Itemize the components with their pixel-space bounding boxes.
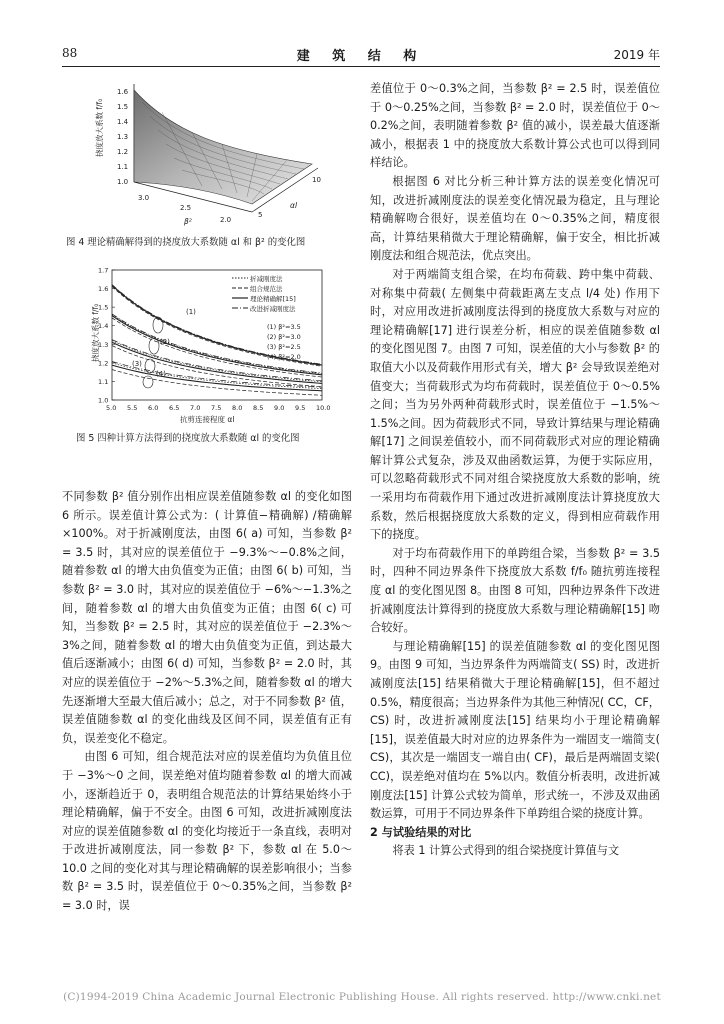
z-tick: 1.6 [117,88,129,96]
legend-label: 组合规范法 [250,285,283,293]
issue-year: 2019 年 [613,48,660,62]
x-tick-label: 5.5 [127,404,138,412]
x-tick-label: 8.5 [253,404,264,412]
x-tick-label: 7.5 [211,404,222,412]
paragraph: 由图 6 可知，组合规范法对应的误差值均为负值且位于 −3%～0 之间，误差绝对值均随着参数 αl 的增大而减小，逐渐趋近于 0，表明组合规范法的计算结果始终小于理论精确解，偏于不安全。由图 6 可知，改进折减刚度法对应的误差值随参数 αl 的变化均接近于一条直线，表明对于改进折减刚度法，同一参数 β² 下，参数 αl 在 5.0～10.0 之间的变化对其与理论精确解的误差影响很小；当参数 β² = 3.5 时，误差值位于 0～0.35%之间，当参数 β² = 3.0 时，误 [62,750,352,913]
paragraph: 与理论精确解[15] 的误差值随参数 αl 的变化图见图 9。由图 9 可知，当边界条件为两端简支( SS) 时，改进折减刚度法[15] 结果稍微大于理论精确解[15]，但不超过 0.5%，精度很高；当边界条件为其他三种情况( CC，CF，CS) 时，改进折减刚度法[15] 结果均小于理论精确解[15]，误差值最大时对应的边界条件为一端固支一端简支( CS)，其次是一端固支一端自由( CF)，最后是两端固支梁( CC)，误差绝对值均在 5%以内。数值分析表明，改进折减刚度法[15] 计算公式较为简单，形式统一，不涉及双曲函数运算，可用于不同边界条件下单跨组合梁的挠度计算。 [370,639,660,821]
section-heading: 2 与试验结果的对比 [370,825,472,839]
curve-label: (4) [156,370,166,378]
x-tick-label: 10.0 [316,404,331,412]
paragraph: 不同参数 β² 值分别作出相应误差值随参数 αl 的变化如图 6 所示。误差值计算公式为：( 计算值−精确解) /精确解×100%。对于折减刚度法，由图 6( a) 可知，当参数 β² = 3.5 时，其对应的误差值位于 −9.3%～−0.8%之间，随着参数 αl 的增大由负值变为正值；由图 6( b) 可知，当参数 β² = 3.0 时，其对应的误差值位于 −6%～−1.3%之间，随着参数 αl 的增大由负值变为正值；由图 6( c) 可知，当参数 β² = 2.5 时，其对应的误差值位于 −2.3%～3%之间，随着参数 αl 的增大由负值变为正值，到达最大值后逐渐减小；由图 6( d) 可知，当参数 β² = 2.0 时，其对应的误差值位于 −2%～5.3%之间，随着参数 αl 的增大先逐渐增大至最大值后减小；总之，对于不同参数 β² 值，误差值随参数 αl 的变化曲线及区间不同，误差值有正有负，误差变化不稳定。 [62,490,352,745]
figure-4-caption: 图 4 理论精确解得到的挠度放大系数随 αl 和 β² 的变化图 [66,237,306,248]
page-header [62,46,660,64]
legend-label: 理论精确解[15] [250,295,296,303]
figure-5-line-chart [62,262,352,424]
legend-label: 折减刚度法 [250,275,283,283]
x-tick-label: 9.5 [295,404,306,412]
y-tick-label: 1.4 [98,322,109,331]
figure-4-surface-plot [62,72,352,232]
paragraph: 根据图 6 对比分析三种计算方法的误差变化情况可知，改进折减刚度法的误差变化情况最为稳定，且与理论精确解吻合很好，误差值均在 0～0.35%之间，精度很高，计算结果稍微大于理论精确解，偏于安全，相比折减刚度法和组合规范法，优点突出。 [370,174,660,263]
beta-label: (2) β²=3.0 [267,333,301,341]
curve-label: (1) [186,308,196,316]
z-tick: 1.1 [117,163,129,171]
left-text-column [62,488,352,916]
y-tick: 5 [258,211,263,219]
legend [232,274,301,361]
paragraph: 差值位于 0～0.3%之间，当参数 β² = 2.5 时，误差值位于 0～0.25%之间，当参数 β² = 2.0 时，误差值位于 0～0.2%之间，表明随着参数 β² 值的减小，误差最大值逐渐减小，根据表 1 中的挠度放大系数计算公式也可以得到同样结论。 [370,82,660,170]
x-tick-label: 8.0 [232,404,243,412]
y-tick-label: 1.3 [98,340,109,349]
y-tick-label: 1.6 [98,285,109,294]
x-tick-label: 5.0 [106,404,117,412]
legend-label: 改进折减刚度法 [250,305,296,313]
paragraph: 对于两端简支组合梁，在均布荷载、跨中集中荷载、对称集中荷载( 左侧集中荷载距离左支点 l/4 处) 作用下时，对应用改进折减刚度法得到的挠度放大系数与对应的理论精确解[17] 进行误差分析，相应的误差值随参数 αl 的变化图见图 7。由图 7 可知，误差值的大小与参数 β² 的取值大小以及荷载作用形式有关，增大 β² 会导致误差绝对值变大；当荷载形式为均布荷载时，误差值位于 0～0.5%之间；当为另外两种荷载形式时，误差值位于 −1.5%～1.5%之间。因为荷载形式不同，导致计算结果与理论精确解[17] 之间误差值较小，而不同荷载形式对应的理论精确解计算公式复杂，涉及双曲函数运算，为便于实际应用，可以忽略荷载形式不同对组合梁挠度放大系数的影响，统一采用均布荷载作用下通过改进折减刚度法计算挠度放大系数，然后根据挠度放大系数的定义，得到相应荷载作用下的挠度。 [370,267,660,542]
x-tick-label: 7.0 [190,404,201,412]
y-tick-label: 1.0 [98,396,109,405]
curve-label: (3) [132,360,142,368]
z-tick: 1.2 [117,148,129,156]
z-tick: 1.3 [117,133,129,141]
y-tick-label: 1.7 [98,266,109,275]
x-tick: 2.5 [180,204,192,212]
y-tick: 10 [312,176,321,184]
x-tick: 2.0 [220,216,232,224]
copyright-footer: (C)1994-2019 China Academic Journal Electronic Publishing House. All rights reserved. http://www.cnki.net [63,991,661,1003]
y-tick-label: 1.2 [98,359,109,368]
figure-5-caption: 图 5 四种计算方法得到的挠度放大系数随 αl 的变化图 [76,433,300,444]
right-text-column [370,80,660,861]
x-tick-label: 6.5 [169,404,180,412]
journal-title: 建 筑 结 构 [296,49,426,64]
beta-label: (3) β²=2.5 [267,343,301,351]
y-axis-label: αl [290,201,298,210]
y-tick-label: 1.5 [98,303,109,312]
y-axis-label: 挠度放大系数 f/f₀ [91,303,100,362]
x-axis-label: 抗剪连接程度 αl [180,415,235,424]
page-number: 88 [62,46,78,60]
header-rule [62,66,660,67]
beta-label: (1) β²=3.5 [267,323,301,331]
z-axis-label: 挠度放大系数 f/f₀ [95,98,104,157]
paragraph: 对于均布荷载作用下的单跨组合梁，当参数 β² = 3.5 时，四种不同边界条件下挠度放大系数 f/f₀ 随抗剪连接程度 αl 的变化图见图 8。由图 8 可知，四种边界条件下改进折减刚度法计算得到的挠度放大系数与理论精确解[15] 吻合较好。 [370,546,660,635]
x-tick-label: 6.0 [148,404,159,412]
curve-label: (2) [160,338,170,346]
x-axis-label: β² [184,217,192,226]
x-tick-label: 9.0 [274,404,285,412]
z-tick: 1.4 [117,118,129,126]
beta-label: (4) β²=2.0 [267,353,301,361]
z-tick: 1.5 [117,103,129,111]
z-tick: 1.0 [117,178,129,186]
paragraph: 将表 1 计算公式得到的组合梁挠度计算值与文 [392,844,620,858]
y-tick-label: 1.1 [98,377,109,386]
x-tick: 3.0 [138,194,150,202]
